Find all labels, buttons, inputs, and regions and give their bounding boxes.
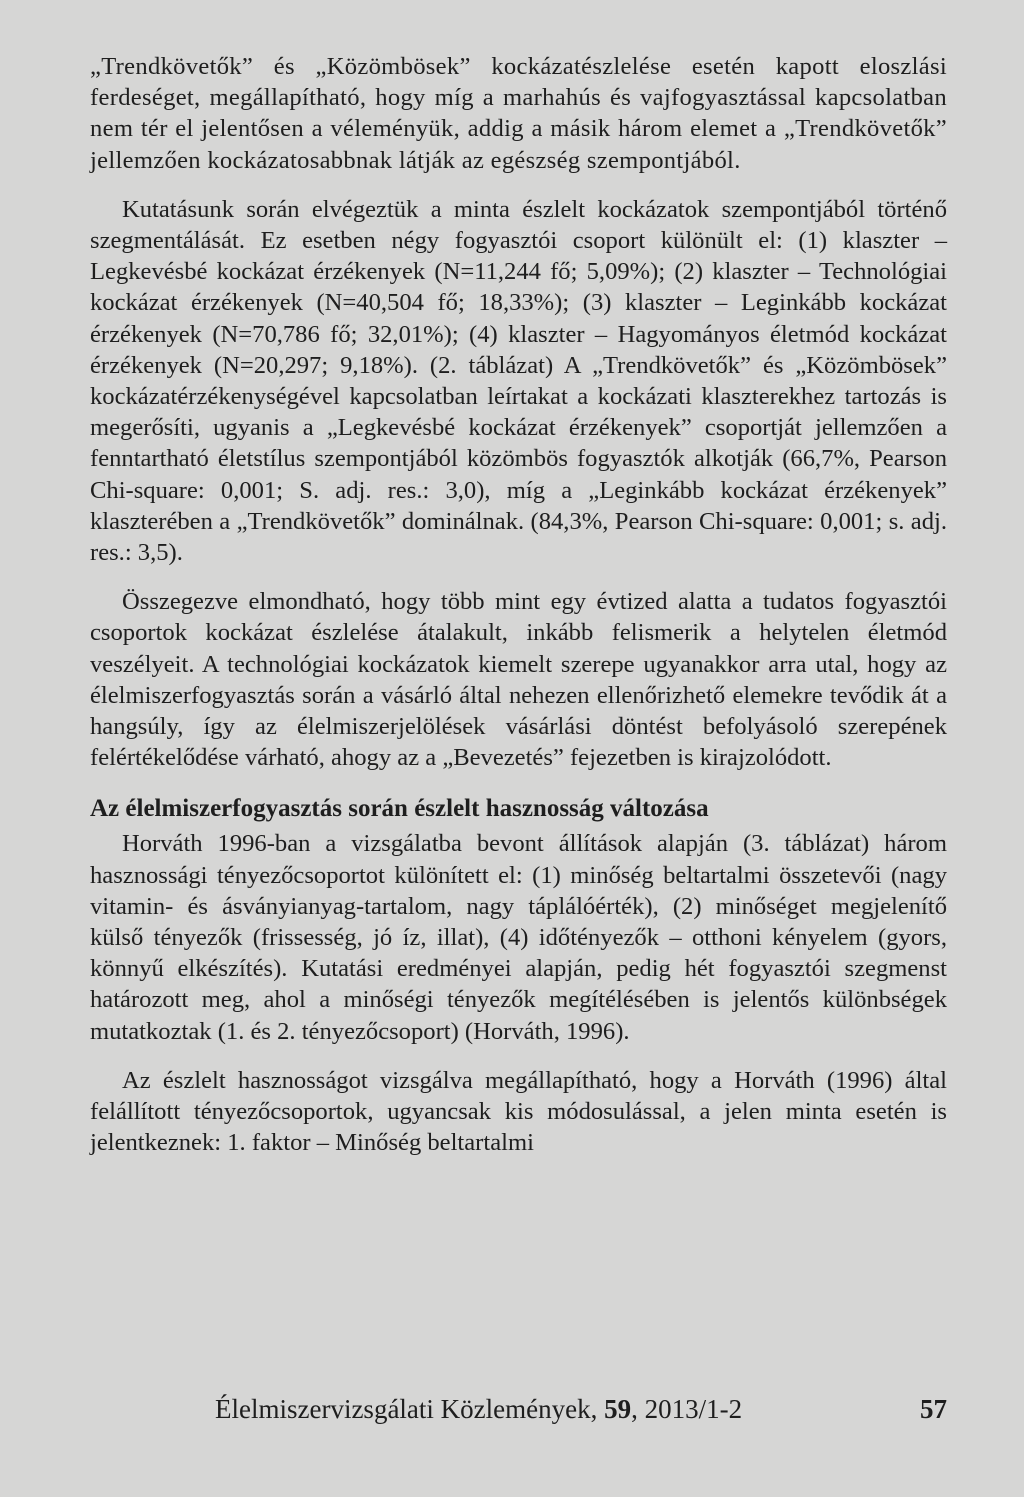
- paragraph-3: Összegezve elmondható, hogy több mint egy évtized alatta a tudatos fogyasztói csoportok kockázat észlelése átalakult, inkább felismerik a helytelen életmód veszélyeit. A technológiai kockázatok kiemelt szerepe ugyanakkor arra utal, hogy az élelmiszerfogyasztás során a vásárló által nehezen ellenőrizhető elemekre tevődik át a hangsúly, így az élelmiszerjelölések vásárlási döntést befolyásoló szerepének felértékelődése várható, ahogy az a „Bevezetés” fejezetben is kirajzolódott.: [90, 588, 947, 772]
- journal-issue: , 2013/1-2: [631, 1394, 743, 1424]
- paragraph-1: „Trendkövetők” és „Közömbösek” kockázatészlelése esetén kapott eloszlási ferdeséget, megállapítható, hogy míg a marhahús és vajfogyasztással kapcsolatban nem tér el jelentősen a véleményük, addig a másik három elemet a „Trendkövetők” jellemzően kockázatosabbnak látják az egészség szempontjából.: [90, 53, 947, 174]
- journal-citation: [215, 1394, 742, 1425]
- page-body: [90, 51, 947, 1177]
- paragraph-2: Kutatásunk során elvégeztük a minta észlelt kockázatok szempontjából történő szegmentálását. Ez esetben négy fogyasztói csoport különült el: (1) klaszter – Legkevésbé kockázat érzékenyek (N=11,244 fő; 5,09%); (2) klaszter – Technológiai kockázat érzékenyek (N=40,504 fő; 18,33%); (3) klaszter – Leginkább kockázat érzékenyek (N=70,786 fő; 32,01%); (4) klaszter – Hagyományos életmód kockázat érzékenyek (N=20,297; 9,18%). (2. táblázat) A „Trendkövetők” és „Közömbösek” kockázatérzékenységével kapcsolatban leírtakat a kockázati klaszterekhez tartozás is megerősíti, ugyanis a „Legkevésbé kockázat érzékenyek” csoportját jellemzően a fenntartható életstílus szempontjából közömbös fogyasztók alkotják (66,7%, Pearson Chi-square: 0,001; S. adj. res.: 3,0), míg a „Leginkább kockázat érzékenyek” klaszterében a „Trendkövetők” dominálnak. (84,3%, Pearson Chi-square: 0,001; s. adj. res.: 3,5).: [90, 195, 947, 567]
- journal-name: Élelmiszervizsgálati Közlemények,: [215, 1394, 605, 1424]
- section-heading: Az élelmiszerfogyasztás során észlelt hasznosság változása: [90, 795, 709, 823]
- paragraph-4: Horváth 1996-ban a vizsgálatba bevont állítások alapján (3. táblázat) három hasznossági tényezőcsoportot különített el: (1) minőség beltartalmi összetevői (nagy vitamin- és ásványianyag-tartalom, nagy táplálóérték), (2) minőséget megjelenítő külső tényezők (frissesség, jó íz, illat), (4) időtényezők – otthoni kényelem (gyors, könnyű elkészítés). Kutatási eredményei alapján, pedig hét fogyasztói szegmenst határozott meg, ahol a minőségi tényezők megítélésében is jelentős különbségek mutatkoztak (1. és 2. tényezőcsoport) (Horváth, 1996).: [90, 830, 947, 1045]
- page-footer: [215, 1394, 947, 1425]
- paragraph-5: Az észlelt hasznosságot vizsgálva megállapítható, hogy a Horváth (1996) által felállított tényezőcsoportok, ugyancsak kis módosulással, a jelen minta esetén is jelentkeznek: 1. faktor – Minőség beltartalmi: [90, 1066, 947, 1157]
- journal-volume: 59: [604, 1394, 632, 1424]
- page-number: 57: [920, 1394, 947, 1424]
